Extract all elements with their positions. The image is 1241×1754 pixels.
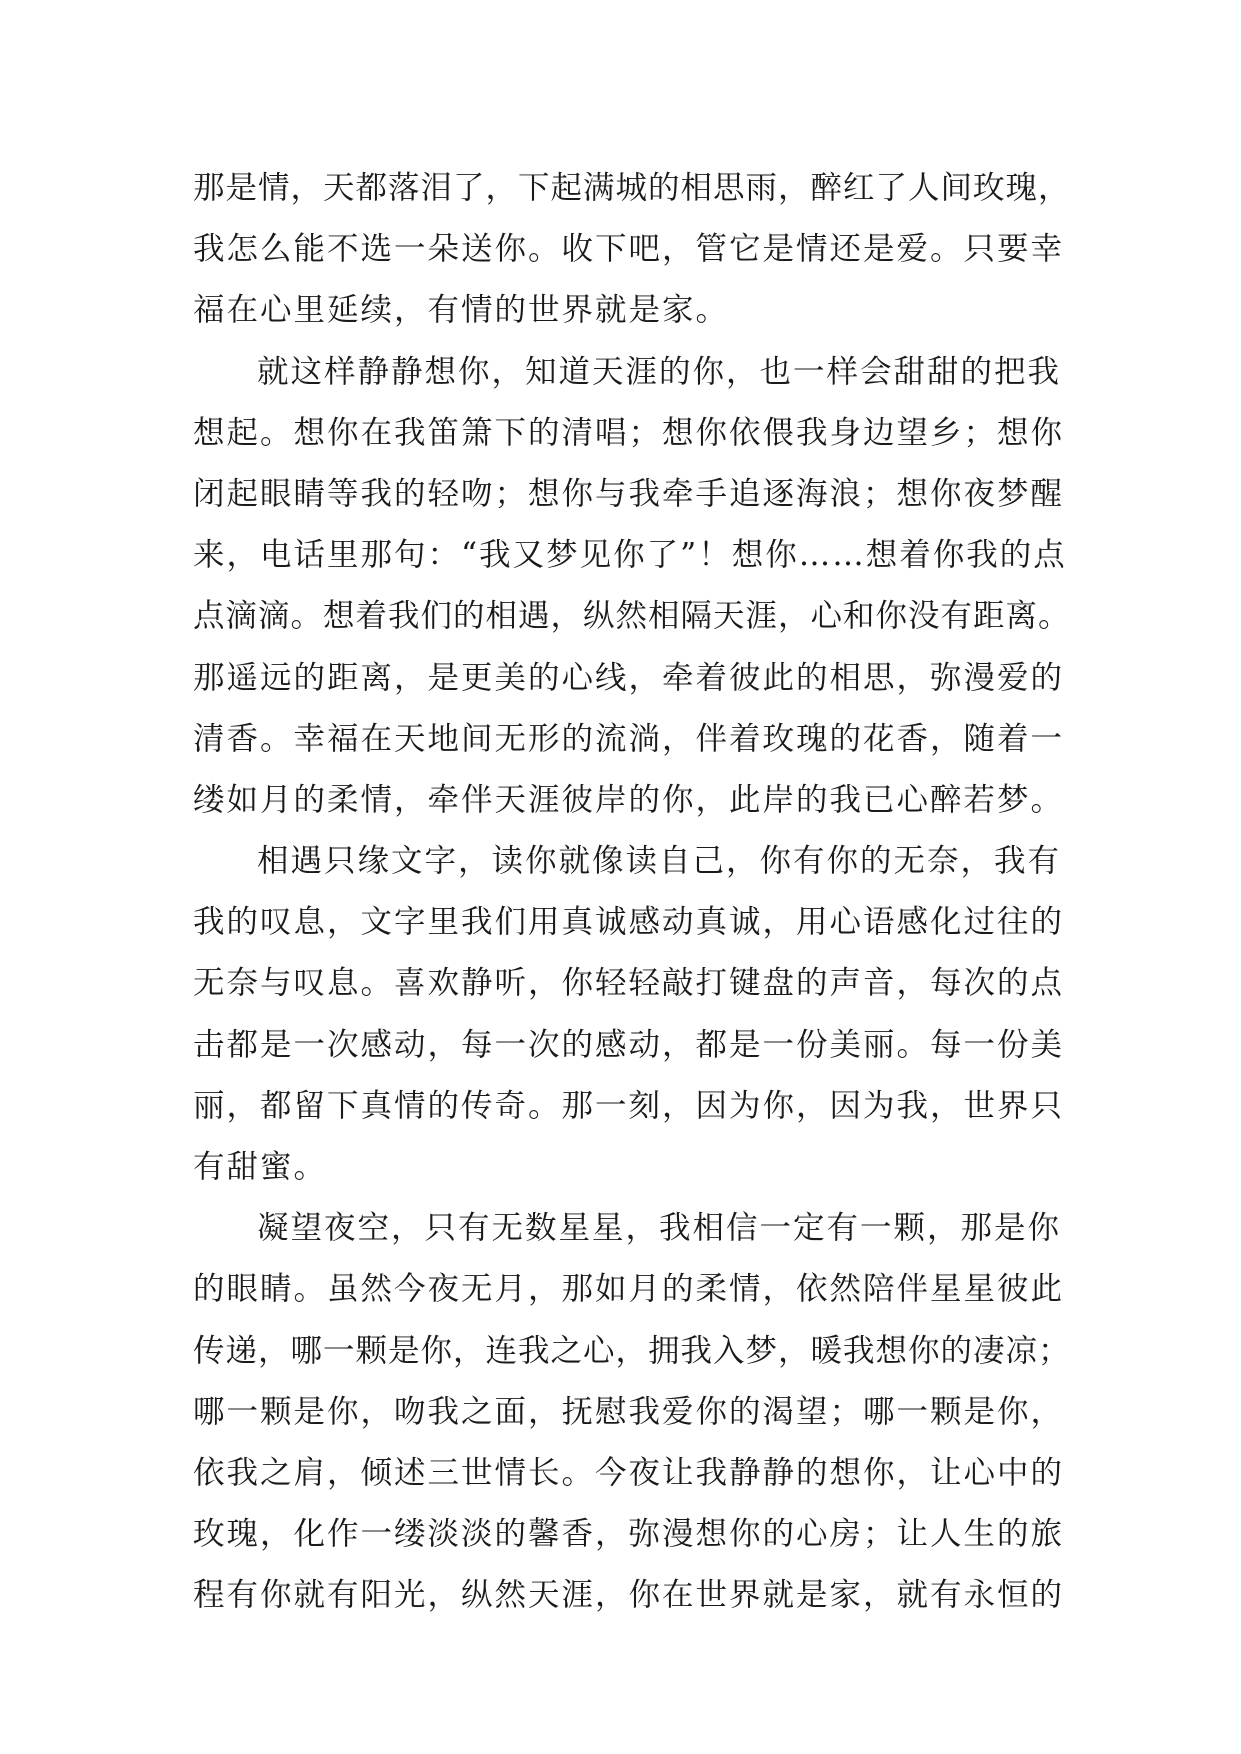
text-line: 传递，哪一颗是你，连我之心，拥我入梦，暖我想你的凄凉； [193,1332,1071,1369]
text-line: 击都是一次感动，每一次的感动，都是一份美丽。每一份美 [193,1026,1065,1063]
paragraph-first-line: 相遇只缘文字，读你就像读自己，你有你的无奈，我有 [257,843,1062,880]
text-line: 点滴滴。想着我们的相遇，纵然相隔天涯，心和你没有距离。 [193,598,1071,635]
text-line: 丽，都留下真情的传奇。那一刻，因为你，因为我，世界只 [193,1087,1065,1124]
text-line: 缕如月的柔情，牵伴天涯彼岸的你，此岸的我已心醉若梦。 [193,781,1065,818]
text-line: 那遥远的距离，是更美的心线，牵着彼此的相思，弥漫爱的 [193,659,1065,696]
text-line: 哪一颗是你，吻我之面，抚慰我爱你的渴望；哪一颗是你， [193,1393,1065,1430]
text-line: 我怎么能不选一朵送你。收下吧，管它是情还是爱。只要幸 [193,231,1065,268]
text-line: 清香。幸福在天地间无形的流淌，伴着玫瑰的花香，随着一 [193,720,1065,757]
text-line: 福在心里延续，有情的世界就是家。 [193,292,730,329]
text-line: 程有你就有阳光，纵然天涯，你在世界就是家，就有永恒的 [193,1577,1065,1614]
text-line: 闭起眼睛等我的轻吻；想你与我牵手追逐海浪；想你夜梦醒 [193,475,1065,512]
text-line: 有甜蜜。 [193,1149,328,1185]
body-text [193,158,1073,1627]
text-line: 依我之肩，倾述三世情长。今夜让我静静的想你，让心中的 [193,1454,1065,1491]
text-line: 我的叹息，文字里我们用真诚感动真诚，用心语感化过往的 [193,904,1065,941]
text-line: 的眼睛。虽然今夜无月，那如月的柔情，依然陪伴星星彼此 [193,1271,1065,1308]
text-line: 来，电话里那句：“我又梦见你了”！想你……想着你我的点 [193,537,1067,574]
text-line: 无奈与叹息。喜欢静听，你轻轻敲打键盘的声音，每次的点 [193,965,1065,1002]
text-line: 想起。想你在我笛箫下的清唱；想你依偎我身边望乡；想你 [193,414,1065,451]
paragraph-first-line: 就这样静静想你，知道天涯的你，也一样会甜甜的把我 [257,353,1062,390]
paragraph-first-line: 凝望夜空，只有无数星星，我相信一定有一颗，那是你 [257,1210,1062,1247]
text-line: 那是情，天都落泪了，下起满城的相思雨，醉红了人间玫瑰， [193,170,1071,206]
text-line: 玫瑰，化作一缕淡淡的馨香，弥漫想你的心房；让人生的旅 [193,1516,1065,1553]
